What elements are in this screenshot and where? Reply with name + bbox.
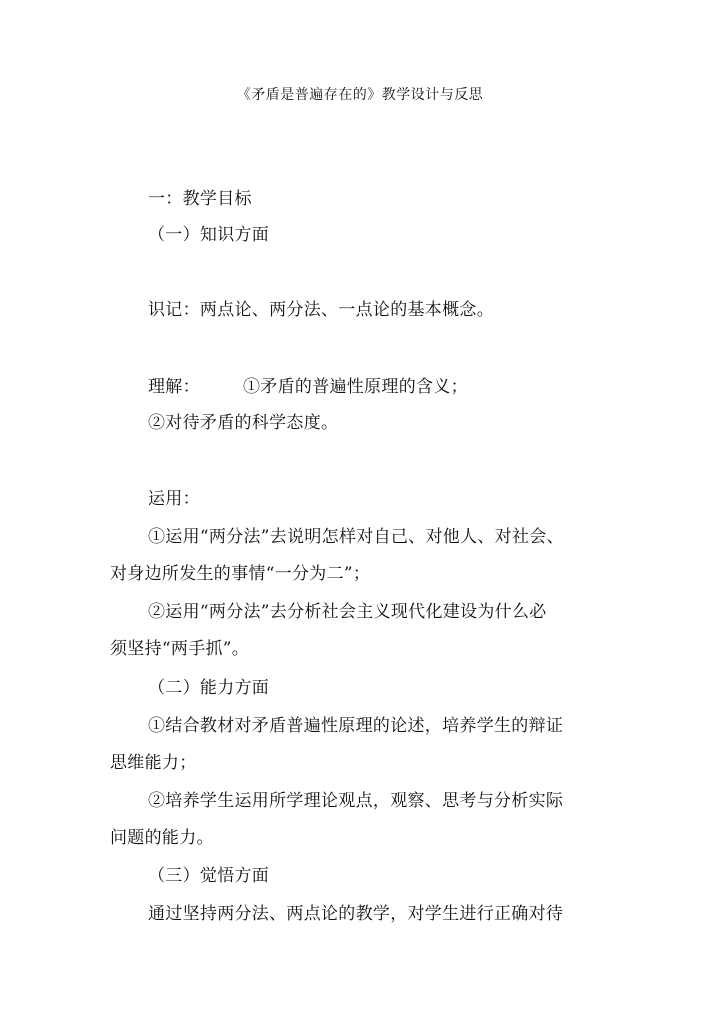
paragraph-ability-2-line-2: 问题的能力。 [110,828,214,848]
paragraph-ability-1-line-2: 思维能力； [110,753,197,773]
subsection-heading-ability: （二）能力方面 [148,678,270,698]
paragraph-ability-2-line-1: ②培养学生运用所学理论观点，观察、思考与分析实际 [148,791,564,811]
paragraph-understand-2: ②对待矛盾的科学态度。 [148,413,339,433]
paragraph-apply-2-line-2: 须坚持“两手抓”。 [110,639,250,659]
paragraph-apply-1-line-1: ①运用“两分法”去说明怎样对自己、对他人、对社会、 [148,527,564,547]
subsection-heading-knowledge: （一）知识方面 [148,225,270,245]
label-apply: 运用： [148,489,200,509]
section-heading-teaching-goals: 一：教学目标 [148,189,252,209]
label-understand: 理解： [148,377,200,397]
paragraph-understand-1: ①矛盾的普遍性原理的含义； [243,377,468,397]
document-title: 《矛盾是普遍存在的》教学设计与反思 [236,87,484,103]
paragraph-awareness-line-1: 通过坚持两分法、两点论的教学，对学生进行正确对待 [148,904,564,924]
paragraph-apply-1-line-2: 对身边所发生的事情“一分为二”； [110,564,371,584]
paragraph-apply-2-line-1: ②运用“两分法”去分析社会主义现代化建设为什么必 [148,602,547,622]
paragraph-recall: 识记：两点论、两分法、一点论的基本概念。 [148,300,494,320]
paragraph-ability-1-line-1: ①结合教材对矛盾普遍性原理的论述，培养学生的辩证 [148,716,564,736]
subsection-heading-awareness: （三）觉悟方面 [148,866,270,886]
